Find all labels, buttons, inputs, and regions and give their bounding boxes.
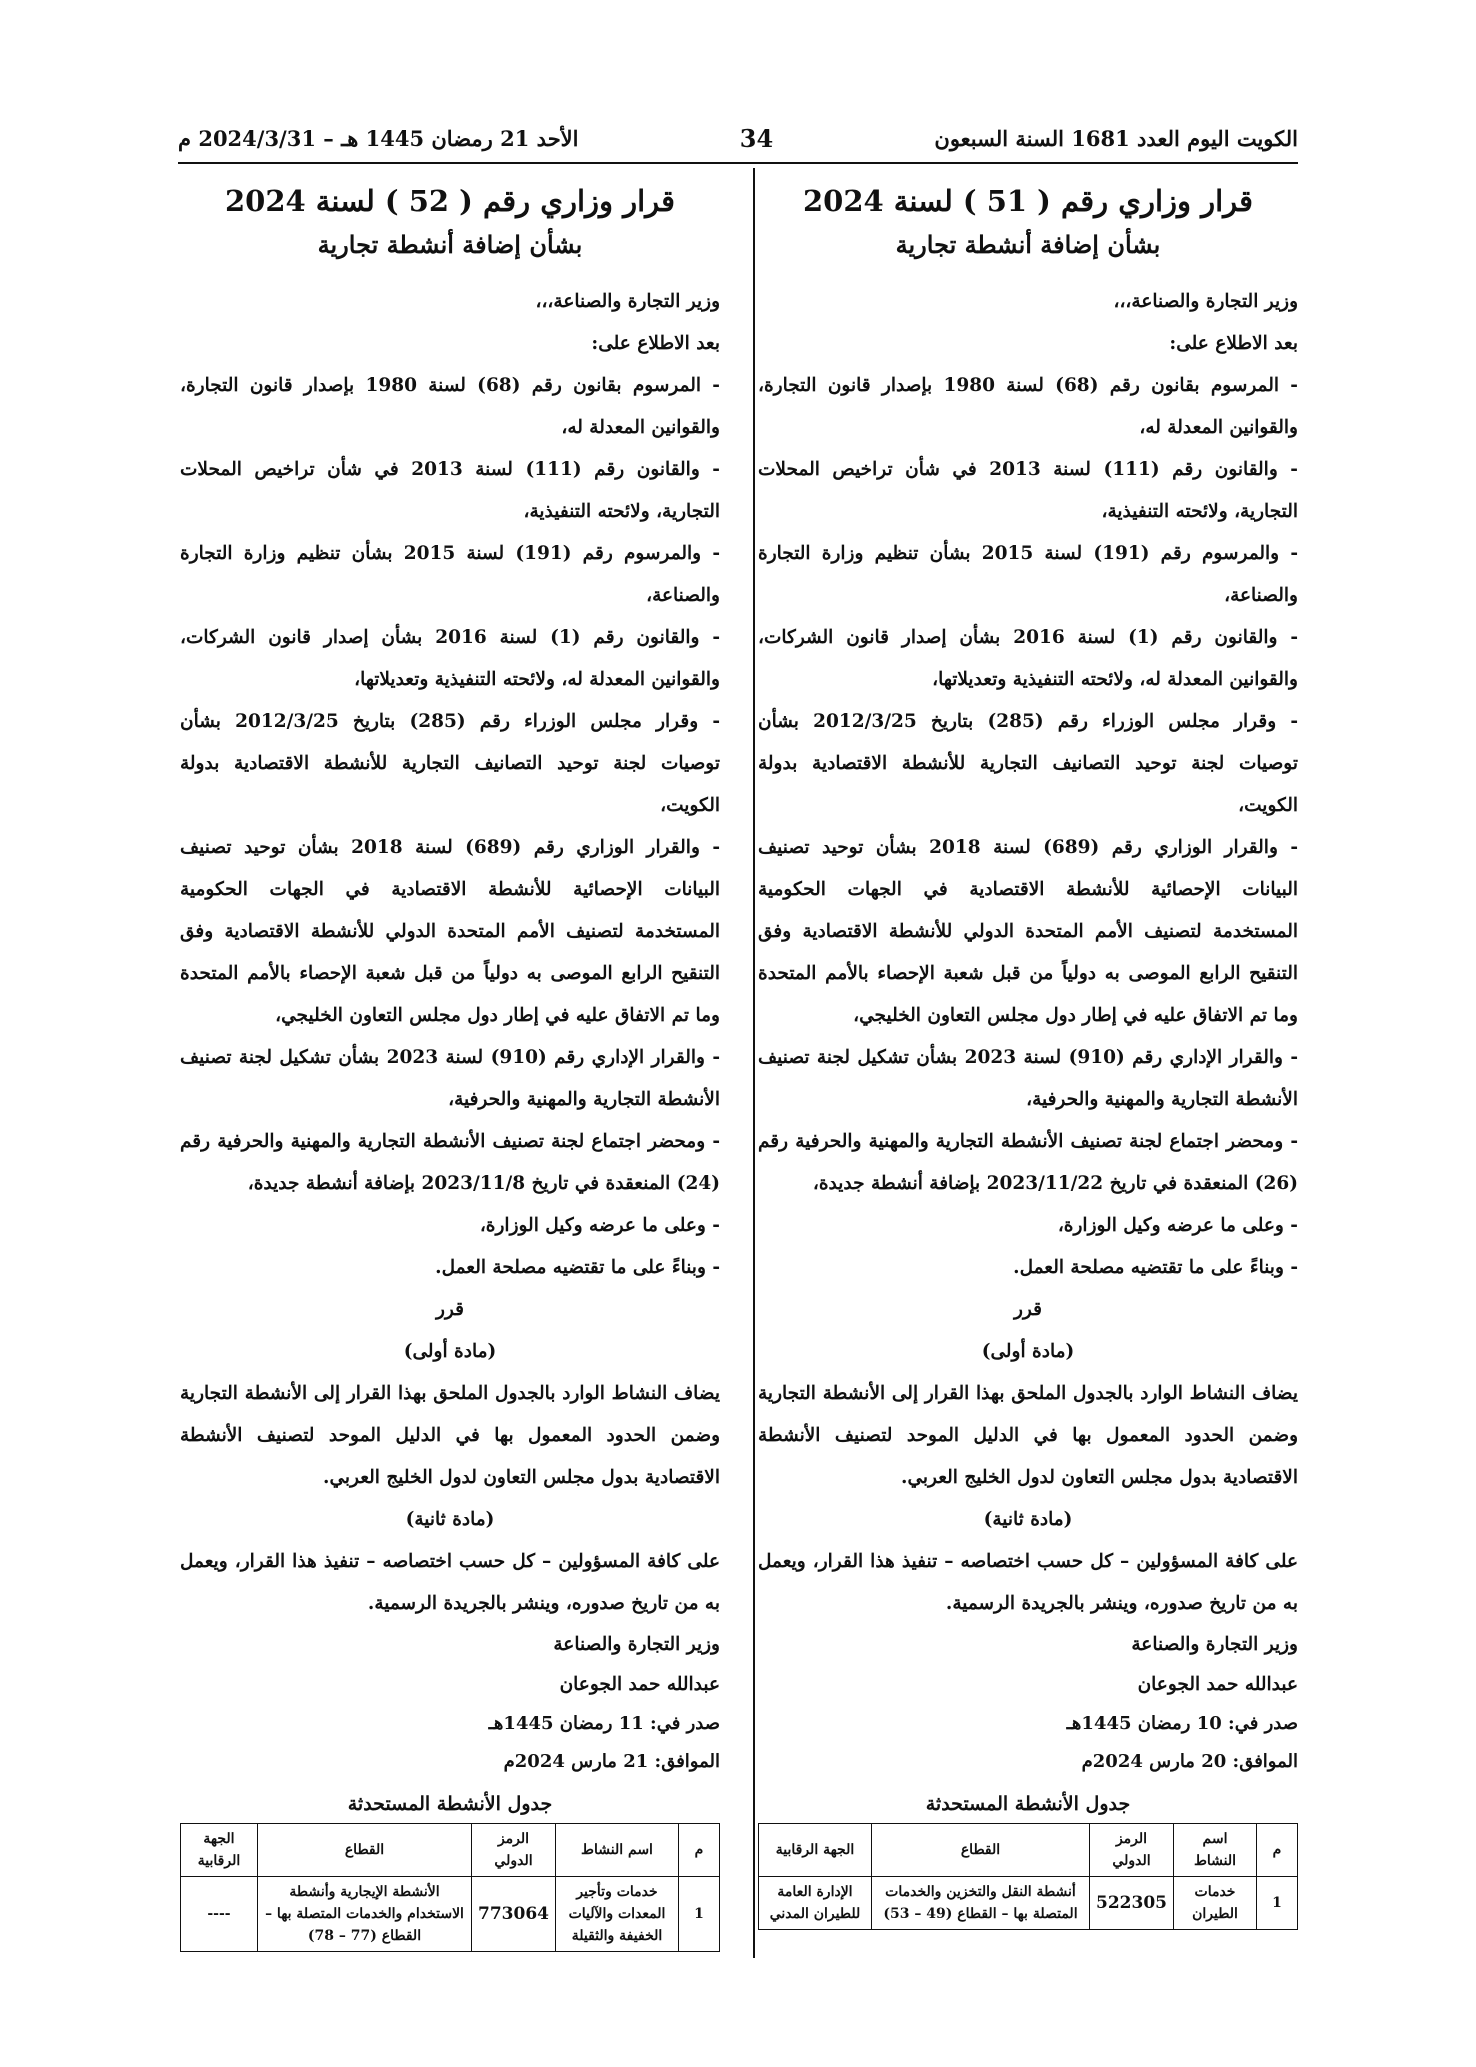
page-number: 34 [739, 123, 774, 153]
clause: - وقرار مجلس الوزراء رقم (285) بتاريخ 2012/3/25 بشأن توصيات لجنة توحيد التصانيف التجارية للأنشطة الاقتصادية بدولة الكويت، [180, 711, 720, 816]
article-2-title: (مادة ثانية) [983, 1509, 1073, 1530]
clause: - والمرسوم رقم (191) لسنة 2015 بشأن تنظيم وزارة التجارة والصناعة، [180, 543, 720, 606]
clause: - والقرار الإداري رقم (910) لسنة 2023 بشأن تشكيل لجنة تصنيف الأنشطة التجارية والمهنية والحرفية، [180, 1047, 720, 1110]
clause: - والمرسوم رقم (191) لسنة 2015 بشأن تنظيم وزارة التجارة والصناعة، [758, 543, 1298, 606]
issue-date: الأحد 21 رمضان 1445 هـ – 2024/3/31 م [178, 125, 579, 151]
table-header-row [181, 1824, 720, 1877]
article-1-text: يضاف النشاط الوارد بالجدول الملحق بهذا القرار إلى الأنشطة التجارية وضمن الحدود المعمول بها في الدليل الموحد لتصنيف الأنشطة الاقتصادية بدول مجلس التعاون لدول الخليج العربي. [180, 1383, 720, 1488]
article-1-title: (مادة أولى) [981, 1341, 1075, 1362]
article-2-title: (مادة ثانية) [405, 1509, 495, 1530]
table-row [181, 1877, 720, 1952]
clause: - وبناءً على ما تقتضيه مصلحة العمل. [435, 1257, 720, 1278]
issued-date: صدر في: 11 رمضان 1445هـ [488, 1713, 720, 1734]
col-header-no: م [679, 1824, 720, 1877]
col-header-sector: القطاع [872, 1824, 1090, 1877]
activities-table [758, 1823, 1298, 1930]
cell-code: 773064 [472, 1877, 556, 1952]
article-1-text: يضاف النشاط الوارد بالجدول الملحق بهذا القرار إلى الأنشطة التجارية وضمن الحدود المعمول بها في الدليل الموحد لتصنيف الأنشطة الاقتصادية بدول مجلس التعاون لدول الخليج العربي. [758, 1383, 1298, 1488]
cell-authority: ---- [181, 1877, 258, 1952]
col-header-activity: اسم النشاط [556, 1824, 679, 1877]
cell-authority: الإدارة العامة للطيران المدني [759, 1877, 872, 1930]
minister-intro: وزير التجارة والصناعة،،، [1113, 291, 1298, 312]
decision-52 [180, 178, 720, 1952]
page-header [178, 118, 1298, 158]
clause: - والقرار الوزاري رقم (689) لسنة 2018 بشأن توحيد تصنيف البيانات الإحصائية للأنشطة الاقتصادية في الجهات الحكومية المستخدمة لتصنيف الأمم المتحدة الدولي للأنشطة الاقتصادية وفق التنقيح الرابع الموصى به دولياً من قبل شعبة الإحصاء بالأمم المتحدة وما تم الاتفاق عليه في إطار دول مجلس التعاون الخليجي، [758, 837, 1298, 1026]
decision-subtitle: بشأن إضافة أنشطة تجارية [895, 230, 1161, 259]
issued-date: صدر في: 10 رمضان 1445هـ [1066, 1713, 1298, 1734]
decision-subtitle: بشأن إضافة أنشطة تجارية [317, 230, 583, 259]
clause: - المرسوم بقانون رقم (68) لسنة 1980 بإصدار قانون التجارة، والقوانين المعدلة له، [180, 375, 720, 438]
minister-title: وزير التجارة والصناعة [553, 1634, 720, 1655]
decision-51 [758, 178, 1298, 1930]
col-header-code: الرمز الدولي [472, 1824, 556, 1877]
clause: - وعلى ما عرضه وكيل الوزارة، [479, 1215, 720, 1236]
table-caption: جدول الأنشطة المستحدثة [925, 1793, 1131, 1815]
table-caption: جدول الأنشطة المستحدثة [347, 1793, 553, 1815]
minister-name: عبدالله حمد الجوعان [559, 1674, 720, 1695]
clause: - ومحضر اجتماع لجنة تصنيف الأنشطة التجارية والمهنية والحرفية رقم (24) المنعقدة في تاريخ 2023/11/8 بإضافة أنشطة جديدة، [180, 1131, 720, 1194]
clause: - وقرار مجلس الوزراء رقم (285) بتاريخ 2012/3/25 بشأن توصيات لجنة توحيد التصانيف التجارية للأنشطة الاقتصادية بدولة الكويت، [758, 711, 1298, 816]
minister-name: عبدالله حمد الجوعان [1137, 1674, 1298, 1695]
after-review: بعد الاطلاع على: [591, 333, 720, 354]
col-header-no: م [1257, 1824, 1298, 1877]
cell-code: 522305 [1090, 1877, 1174, 1930]
cell-no: 1 [1257, 1877, 1298, 1930]
corresponding-date: الموافق: 20 مارس 2024م [1081, 1751, 1298, 1772]
cell-activity: خدمات وتأجير المعدات والآليات الخفيفة والثقيلة [556, 1877, 679, 1952]
article-2-text: على كافة المسؤولين – كل حسب اختصاصه – تنفيذ هذا القرار، ويعمل به من تاريخ صدوره، وينشر بالجريدة الرسمية. [758, 1551, 1298, 1614]
cell-activity: خدمات الطيران [1174, 1877, 1257, 1930]
decided-heading: قرر [1014, 1299, 1042, 1320]
cell-sector: الأنشطة الإيجارية وأنشطة الاستخدام والخدمات المتصلة بها – القطاع (77 – 78) [258, 1877, 472, 1952]
column-divider [753, 168, 755, 1958]
clause: - والقانون رقم (111) لسنة 2013 في شأن تراخيص المحلات التجارية، ولائحته التنفيذية، [180, 459, 720, 522]
after-review: بعد الاطلاع على: [1169, 333, 1298, 354]
cell-no: 1 [679, 1877, 720, 1952]
col-header-sector: القطاع [258, 1824, 472, 1877]
clause: - والقانون رقم (1) لسنة 2016 بشأن إصدار قانون الشركات، والقوانين المعدلة له، ولائحته التنفيذية وتعديلاتها، [180, 627, 720, 690]
clause: - وعلى ما عرضه وكيل الوزارة، [1057, 1215, 1298, 1236]
col-header-authority: الجهة الرقابية [181, 1824, 258, 1877]
col-header-code: الرمز الدولي [1090, 1824, 1174, 1877]
corresponding-date: الموافق: 21 مارس 2024م [503, 1751, 720, 1772]
article-2-text: على كافة المسؤولين – كل حسب اختصاصه – تنفيذ هذا القرار، ويعمل به من تاريخ صدوره، وينشر بالجريدة الرسمية. [180, 1551, 720, 1614]
clause: - ومحضر اجتماع لجنة تصنيف الأنشطة التجارية والمهنية والحرفية رقم (26) المنعقدة في تاريخ 2023/11/22 بإضافة أنشطة جديدة، [758, 1131, 1298, 1194]
decision-title: قرار وزاري رقم ( 52 ) لسنة 2024 [224, 184, 676, 218]
table-header-row [759, 1824, 1298, 1877]
table-row [759, 1877, 1298, 1930]
clause: - والقانون رقم (111) لسنة 2013 في شأن تراخيص المحلات التجارية، ولائحته التنفيذية، [758, 459, 1298, 522]
clause: - والقانون رقم (1) لسنة 2016 بشأن إصدار قانون الشركات، والقوانين المعدلة له، ولائحته التنفيذية وتعديلاتها، [758, 627, 1298, 690]
clause: - والقرار الوزاري رقم (689) لسنة 2018 بشأن توحيد تصنيف البيانات الإحصائية للأنشطة الاقتصادية في الجهات الحكومية المستخدمة لتصنيف الأمم المتحدة الدولي للأنشطة الاقتصادية وفق التنقيح الرابع الموصى به دولياً من قبل شعبة الإحصاء بالأمم المتحدة وما تم الاتفاق عليه في إطار دول مجلس التعاون الخليجي، [180, 837, 720, 1026]
activities-table [180, 1823, 720, 1952]
clause: - وبناءً على ما تقتضيه مصلحة العمل. [1013, 1257, 1298, 1278]
col-header-activity: اسم النشاط [1174, 1824, 1257, 1877]
article-1-title: (مادة أولى) [403, 1341, 497, 1362]
col-header-authority: الجهة الرقابية [759, 1824, 872, 1877]
header-rule [178, 162, 1298, 164]
decided-heading: قرر [436, 1299, 464, 1320]
minister-intro: وزير التجارة والصناعة،،، [535, 291, 720, 312]
clause: - والقرار الإداري رقم (910) لسنة 2023 بشأن تشكيل لجنة تصنيف الأنشطة التجارية والمهنية والحرفية، [758, 1047, 1298, 1110]
minister-title: وزير التجارة والصناعة [1131, 1634, 1298, 1655]
decision-title: قرار وزاري رقم ( 51 ) لسنة 2024 [802, 184, 1254, 218]
gazette-issue: الكويت اليوم العدد 1681 السنة السبعون [934, 125, 1298, 151]
cell-sector: أنشطة النقل والتخزين والخدمات المتصلة بها – القطاع (49 – 53) [872, 1877, 1090, 1930]
clause: - المرسوم بقانون رقم (68) لسنة 1980 بإصدار قانون التجارة، والقوانين المعدلة له، [758, 375, 1298, 438]
